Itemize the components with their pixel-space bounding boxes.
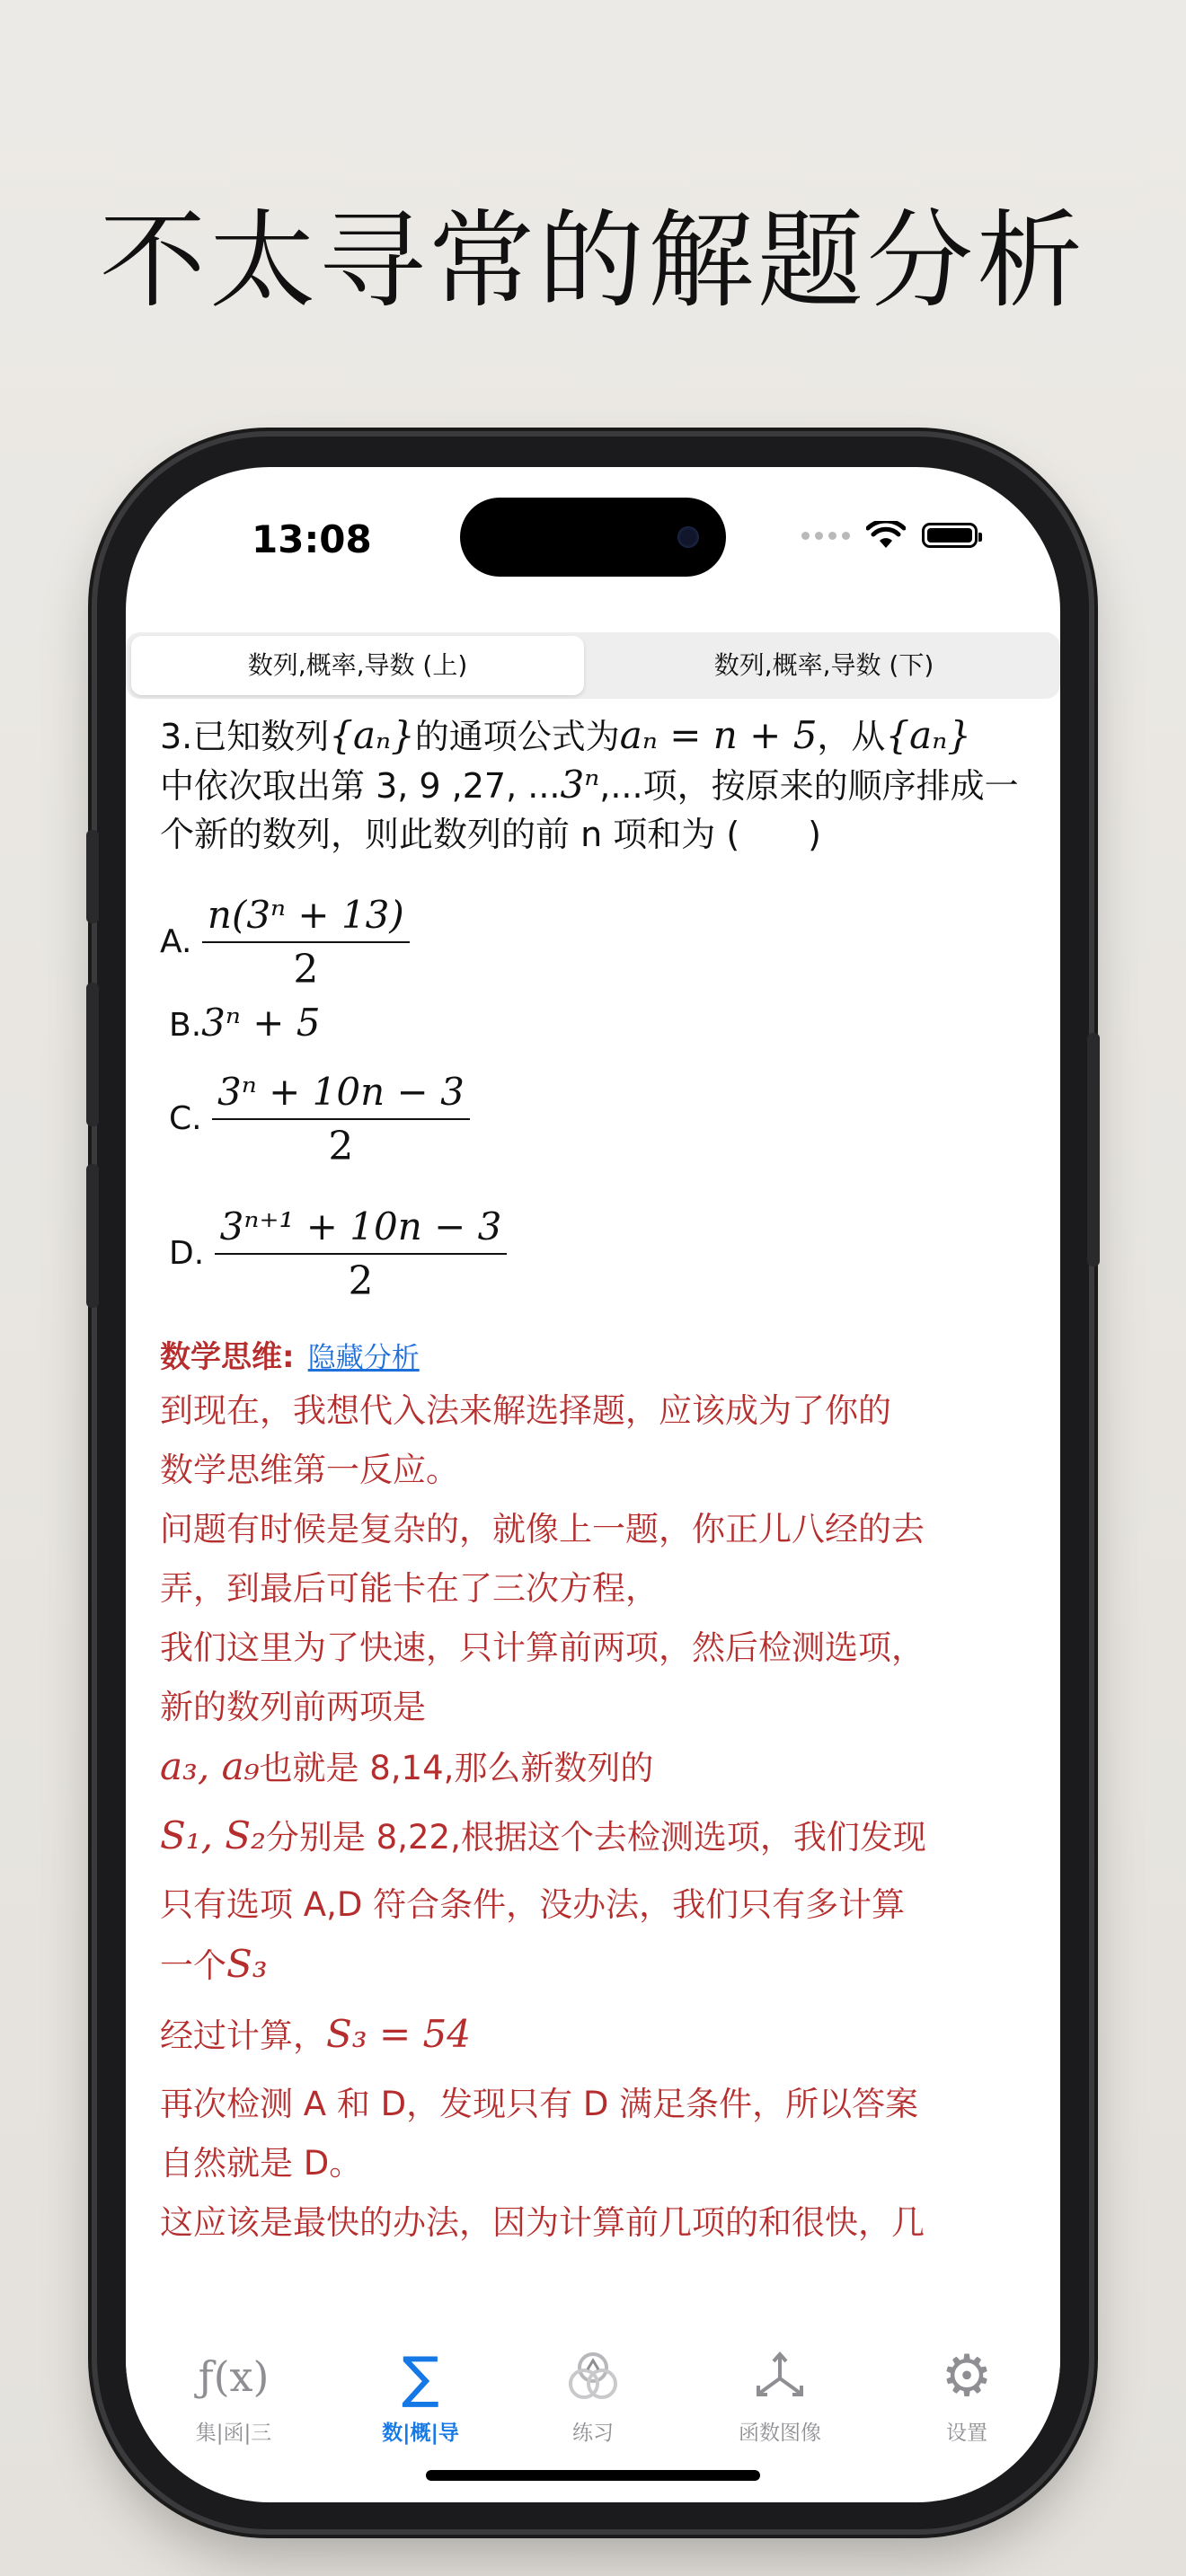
status-time: 13:08	[252, 517, 372, 561]
analysis-line: 一个S₃	[160, 1942, 268, 1986]
section-segmented-control	[126, 632, 1060, 699]
tab-sequences-probability[interactable]: ∑ 数|概|导	[331, 2341, 510, 2446]
tab-function-graph[interactable]: 函数图像	[690, 2341, 870, 2446]
status-bar	[126, 467, 1060, 602]
dynamic-island	[460, 498, 726, 577]
question-text: 3.已知数列{aₙ}的通项公式为aₙ = n + 5，从{aₙ} 中依次取出第 3, 9 ,27, ...3ⁿ,...项，按原来的顺序排成一个新的数列，则此数列的前 n 项和为 ( )	[160, 713, 1019, 854]
power-button	[1087, 1033, 1100, 1266]
function-icon: ƒ(x)	[198, 2352, 270, 2401]
signal-icon	[801, 532, 850, 540]
tab-sets-functions[interactable]: ƒ(x) 集|函|三	[144, 2341, 323, 2446]
segment-part-2[interactable]: 数列,概率,导数 (下)	[713, 650, 934, 680]
status-icons	[801, 521, 978, 550]
analysis-line: 自然就是 D。	[160, 2144, 363, 2183]
analysis-line: 经过计算，S₃ = 54	[160, 2012, 471, 2056]
segment-part-1[interactable]: 数列,概率,导数 (上)	[131, 636, 584, 695]
tab-practice[interactable]: 练习	[503, 2341, 683, 2446]
analysis-line: 弄，到最后可能卡在了三次方程，	[160, 1569, 659, 1608]
analysis-line: S₁, S₂分别是 8,22,根据这个去检测选项，我们发现	[160, 1813, 926, 1857]
action-button	[86, 830, 99, 923]
analysis-header	[160, 1332, 1040, 1376]
option-a: A. $\frac{\text{n(3ⁿ + 13)}}{2}$	[160, 889, 1040, 997]
marketing-headline: 不太寻常的解题分析	[99, 198, 1086, 322]
graph-icon	[690, 2341, 870, 2413]
analysis-line: 问题有时候是复杂的，就像上一题，你正儿八经的去	[160, 1510, 925, 1548]
analysis-line: 这应该是最快的办法，因为计算前几项的和很快，几	[160, 2203, 925, 2242]
volume-up-button	[86, 983, 99, 1126]
battery-icon	[922, 523, 978, 548]
hide-analysis-link[interactable]: 隐藏分析	[307, 1342, 420, 1374]
analysis-line: 再次检测 A 和 D，发现只有 D 满足条件，所以答案	[160, 2085, 919, 2123]
analysis-line: 新的数列前两项是	[160, 1688, 426, 1726]
practice-icon	[503, 2341, 683, 2413]
camera-icon	[677, 526, 699, 548]
sigma-icon: ∑	[402, 2343, 439, 2410]
option-d: D. $\frac{\text{3ⁿ⁺¹ + 10n − 3}}{2}$	[160, 1201, 1040, 1309]
analysis-line: 到现在，我想代入法来解选择题，应该成为了你的	[160, 1391, 891, 1430]
tab-settings[interactable]: ⚙ 设置	[877, 2341, 1057, 2446]
option-b: B.3ⁿ + 5	[169, 1001, 321, 1045]
analysis-line: 数学思维第一反应。	[160, 1451, 459, 1489]
analysis-line: 只有选项 A,D 符合条件，没办法，我们只有多计算	[160, 1885, 906, 1924]
analysis-body	[160, 1381, 1040, 2253]
gear-icon: ⚙	[941, 2343, 993, 2410]
analysis-heading: 数学思维:	[160, 1339, 295, 1375]
question-content	[160, 711, 1040, 2253]
wifi-icon	[866, 521, 906, 550]
analysis-line: 我们这里为了快速，只计算前两项，然后检测选项，	[160, 1628, 925, 1667]
home-indicator[interactable]	[426, 2470, 760, 2481]
analysis-line: a₃, a₉也就是 8,14,那么新数列的	[160, 1744, 654, 1788]
option-c: C. $\frac{\text{3ⁿ + 10n − 3}}{2}$	[160, 1066, 1040, 1174]
volume-down-button	[86, 1164, 99, 1308]
phone-screen	[126, 467, 1060, 2502]
